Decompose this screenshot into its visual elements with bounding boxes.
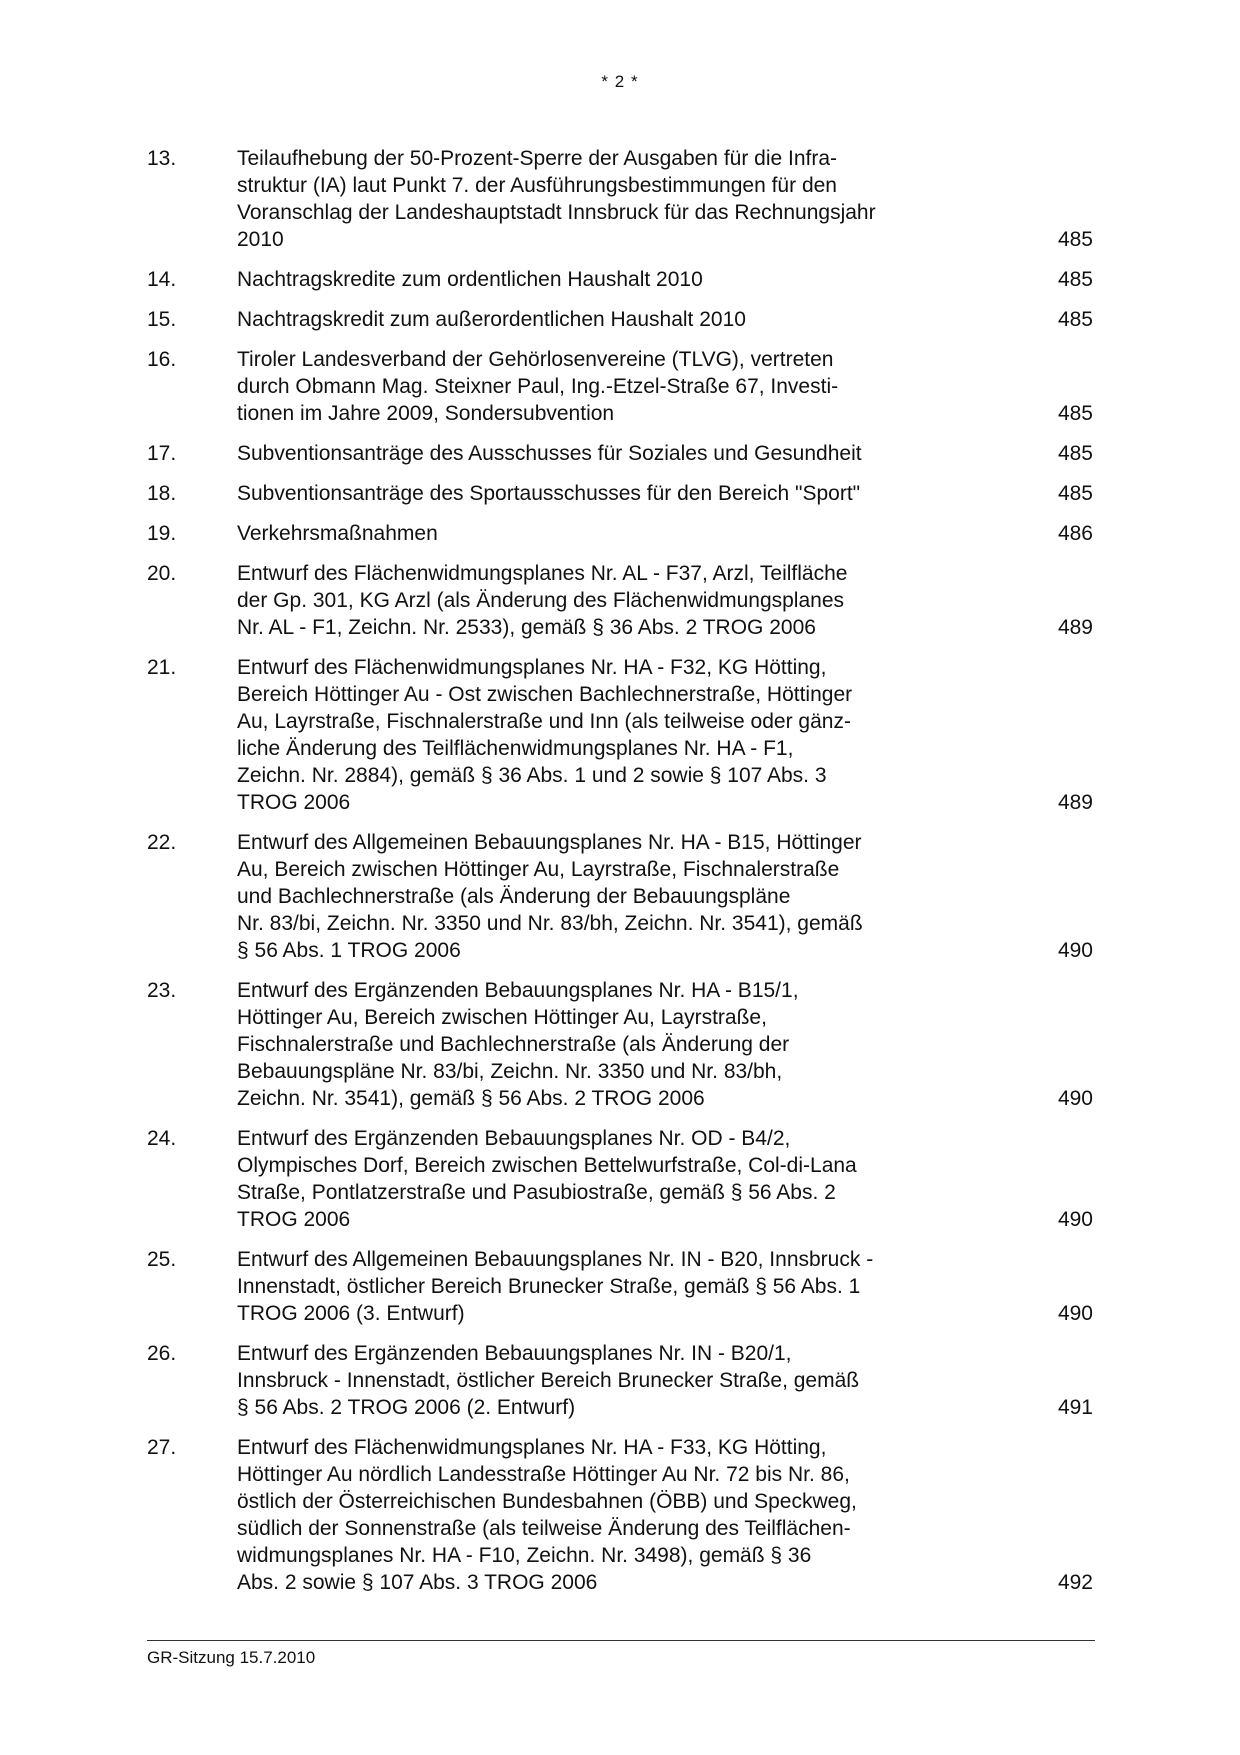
toc-item-page: 490	[1057, 1208, 1093, 1231]
toc-item-page: 485	[1057, 402, 1093, 425]
toc-item-22	[147, 829, 1095, 964]
toc-item-number: 14.	[147, 268, 177, 291]
toc-item-number: 27.	[147, 1436, 177, 1459]
toc-item-27	[147, 1434, 1095, 1596]
toc-item-19	[147, 520, 1095, 547]
toc-item-page: 485	[1057, 308, 1093, 331]
toc-item-page: 485	[1057, 482, 1093, 505]
toc-item-text: Verkehrsmaßnahmen	[237, 522, 438, 545]
toc-item-page: 491	[1057, 1396, 1093, 1419]
toc-item-18	[147, 480, 1095, 507]
toc-item-text: Subventionsanträge des Sportausschusses für den Bereich "Sport"	[237, 482, 861, 505]
toc-item-text: Entwurf des Ergänzenden Bebauungsplanes Nr. IN - B20/1, Innsbruck - Innenstadt, östlicher Bereich Brunecker Straße, gemäß § 56 Abs. 2 TROG 2006 (2. Entwurf)	[237, 1342, 860, 1419]
toc-item-number: 16.	[147, 348, 177, 371]
toc-item-page: 486	[1057, 522, 1093, 545]
toc-item-text: Nachtragskredite zum ordentlichen Haushalt 2010	[237, 268, 703, 291]
table-of-contents	[147, 145, 1095, 1609]
toc-item-number: 21.	[147, 656, 177, 679]
toc-item-page: 490	[1057, 1087, 1093, 1110]
toc-item-number: 19.	[147, 522, 177, 545]
toc-item-page: 490	[1057, 939, 1093, 962]
toc-item-text: Entwurf des Ergänzenden Bebauungsplanes Nr. HA - B15/1, Höttinger Au, Bereich zwischen Höttinger Au, Layrstraße, Fischnalerstraße und Bachlechnerstraße (als Änderung der Bebauungspläne Nr. 83/bi, Zeichn. Nr. 3350 und Nr. 83/bh, Zeichn. Nr. 3541), gemäß § 56 Abs. 2 TROG 2006	[237, 979, 799, 1110]
toc-item-14	[147, 266, 1095, 293]
toc-item-number: 17.	[147, 442, 177, 465]
footer-divider	[147, 1640, 1095, 1641]
footer-text: GR-Sitzung 15.7.2010	[147, 1648, 316, 1667]
toc-item-page: 489	[1057, 791, 1093, 814]
toc-item-24	[147, 1125, 1095, 1233]
toc-item-number: 26.	[147, 1342, 177, 1365]
toc-item-text: Entwurf des Flächenwidmungsplanes Nr. AL - F37, Arzl, Teilfläche der Gp. 301, KG Arzl (als Änderung des Flächenwidmungsplanes Nr. AL - F1, Zeichn. Nr. 2533), gemäß § 36 Abs. 2 TROG 2006	[237, 562, 848, 639]
toc-item-text: Tiroler Landesverband der Gehörlosenvereine (TLVG), vertreten durch Obmann Mag. Steixner Paul, Ing.-Etzel-Straße 67, Investi- tionen im Jahre 2009, Sondersubvention	[237, 348, 839, 425]
toc-item-number: 13.	[147, 147, 177, 170]
toc-item-number: 25.	[147, 1248, 177, 1271]
toc-item-text: Nachtragskredit zum außerordentlichen Haushalt 2010	[237, 308, 746, 331]
toc-item-text: Entwurf des Allgemeinen Bebauungsplanes Nr. IN - B20, Innsbruck - Innenstadt, östlicher Bereich Brunecker Straße, gemäß § 56 Abs. 1 TROG 2006 (3. Entwurf)	[237, 1248, 874, 1325]
toc-item-text: Entwurf des Allgemeinen Bebauungsplanes Nr. HA - B15, Höttinger Au, Bereich zwischen Höttinger Au, Layrstraße, Fischnalerstraße und Bachlechnerstraße (als Änderung der Bebauungspläne Nr. 83/bi, Zeichn. Nr. 3350 und Nr. 83/bh, Zeichn. Nr. 3541), gemäß § 56 Abs. 1 TROG 2006	[237, 831, 863, 962]
toc-item-page: 485	[1057, 228, 1093, 251]
page-number: * 2 *	[601, 72, 639, 91]
toc-item-text: Subventionsanträge des Ausschusses für Soziales und Gesundheit	[237, 442, 862, 465]
toc-item-13	[147, 145, 1095, 253]
toc-item-number: 20.	[147, 562, 177, 585]
toc-item-25	[147, 1246, 1095, 1327]
toc-item-number: 15.	[147, 308, 177, 331]
toc-item-text: Entwurf des Ergänzenden Bebauungsplanes Nr. OD - B4/2, Olympisches Dorf, Bereich zwischen Bettelwurfstraße, Col-di-Lana Straße, Pontlatzerstraße und Pasubiostraße, gemäß § 56 Abs. 2 TROG 2006	[237, 1127, 857, 1231]
toc-item-page: 492	[1057, 1571, 1093, 1594]
toc-item-20	[147, 560, 1095, 641]
toc-item-26	[147, 1340, 1095, 1421]
toc-item-17	[147, 440, 1095, 467]
toc-item-number: 24.	[147, 1127, 177, 1150]
toc-item-text: Entwurf des Flächenwidmungsplanes Nr. HA - F33, KG Hötting, Höttinger Au nördlich Landesstraße Höttinger Au Nr. 72 bis Nr. 86, östlich der Österreichischen Bundesbahnen (ÖBB) und Speckweg, südlich der Sonnenstraße (als teilweise Änderung des Teilflächen- widmungsplanes Nr. HA - F10, Zeichn. Nr. 3498), gemäß § 36 Abs. 2 sowie § 107 Abs. 3 TROG 2006	[237, 1436, 857, 1594]
toc-item-page: 485	[1057, 268, 1093, 291]
toc-item-23	[147, 977, 1095, 1112]
toc-item-text: Teilaufhebung der 50-Prozent-Sperre der Ausgaben für die Infra- struktur (IA) laut Punkt 7. der Ausführungsbestimmungen für den Voranschlag der Landeshauptstadt Innsbruck für das Rechnungsjahr 2010	[237, 147, 876, 251]
toc-item-page: 489	[1057, 616, 1093, 639]
toc-item-page: 485	[1057, 442, 1093, 465]
toc-item-15	[147, 306, 1095, 333]
toc-item-number: 23.	[147, 979, 177, 1002]
toc-item-number: 22.	[147, 831, 177, 854]
toc-item-16	[147, 346, 1095, 427]
toc-item-page: 490	[1057, 1302, 1093, 1325]
toc-item-number: 18.	[147, 482, 177, 505]
toc-item-text: Entwurf des Flächenwidmungsplanes Nr. HA - F32, KG Hötting, Bereich Höttinger Au - Ost zwischen Bachlechnerstraße, Höttinger Au, Layrstraße, Fischnalerstraße und Inn (als teilweise oder gänz- liche Änderung des Teilflächenwidmungsplanes Nr. HA - F1, Zeichn. Nr. 2884), gemäß § 36 Abs. 1 und 2 sowie § 107 Abs. 3 TROG 2006	[237, 656, 853, 814]
toc-item-21	[147, 654, 1095, 816]
